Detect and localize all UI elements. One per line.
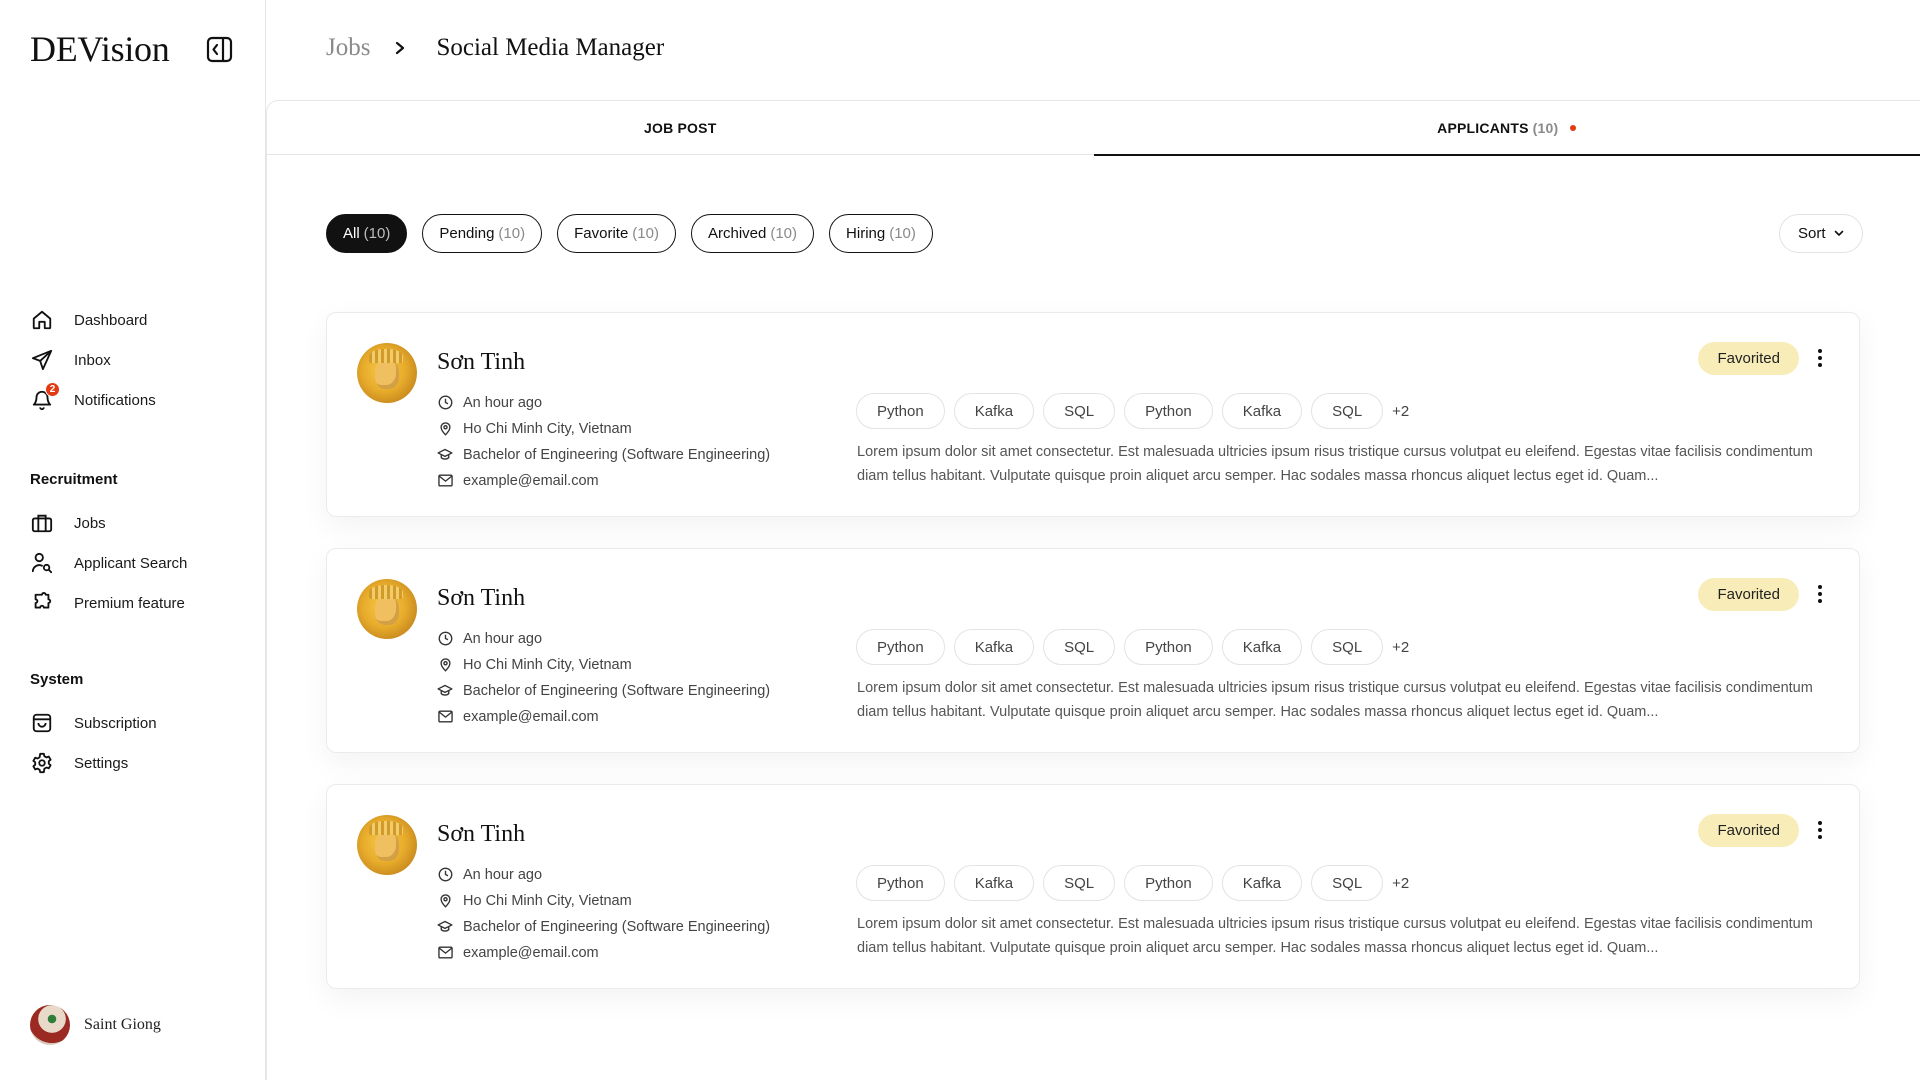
tab-label: JOB POST: [644, 119, 717, 136]
kebab-dot: [1818, 592, 1822, 596]
applicant-email: [437, 942, 770, 963]
more-options-button[interactable]: [1816, 818, 1824, 842]
skill-tag: Kafka: [1222, 393, 1302, 429]
skill-tags: [856, 865, 1409, 901]
email-text: example@email.com: [463, 472, 599, 489]
sidebar-item-dashboard[interactable]: [30, 300, 156, 340]
applicant-email: [437, 706, 770, 727]
sidebar-item-label: Subscription: [74, 714, 157, 732]
tab-count: (10): [1532, 119, 1559, 136]
breadcrumb-parent-link[interactable]: Jobs: [326, 34, 371, 61]
applied-time: [437, 864, 770, 885]
new-indicator-dot: [1570, 125, 1576, 131]
skill-tag: Kafka: [1222, 629, 1302, 665]
sidebar-item-inbox[interactable]: [30, 340, 156, 380]
more-tags-count[interactable]: +2: [1392, 874, 1410, 892]
tab-bar: [267, 101, 1920, 155]
filter-count: (10): [363, 225, 391, 242]
status-badge[interactable]: Favorited: [1698, 814, 1799, 847]
skill-tag: Python: [1124, 393, 1213, 429]
sidebar-collapse-icon: [206, 36, 233, 63]
notification-count-badge: 2: [45, 382, 60, 397]
skill-tag: Python: [856, 629, 945, 665]
skill-tag: SQL: [1311, 629, 1383, 665]
breadcrumb: [326, 34, 664, 62]
applicant-list: [326, 312, 1860, 1020]
status-badge[interactable]: Favorited: [1698, 342, 1799, 375]
applicant-meta: [437, 864, 770, 968]
tab-job-post[interactable]: [267, 101, 1094, 154]
applicant-location: [437, 654, 770, 675]
sidebar-item-subscription[interactable]: [30, 703, 157, 743]
sort-dropdown[interactable]: [1779, 214, 1863, 253]
sidebar-item-label: Applicant Search: [74, 554, 188, 572]
skill-tag: SQL: [1043, 865, 1115, 901]
tab-label: APPLICANTS: [1437, 119, 1529, 136]
clock-icon: [437, 631, 453, 647]
applicant-avatar: [357, 815, 417, 875]
filter-label: Archived: [707, 225, 767, 242]
applicant-name[interactable]: Sơn Tinh: [437, 349, 526, 375]
skill-tag: SQL: [1043, 629, 1115, 665]
email-text: example@email.com: [463, 944, 599, 961]
page-title: Social Media Manager: [436, 34, 665, 61]
sidebar-item-label: Notifications: [74, 391, 156, 409]
filter-count: (10): [770, 225, 798, 242]
skill-tag: SQL: [1311, 393, 1383, 429]
skill-tag: Python: [1124, 865, 1213, 901]
filter-favorite[interactable]: [557, 214, 676, 253]
graduation-cap-icon: [437, 919, 453, 935]
location-text: Ho Chi Minh City, Vietnam: [463, 892, 632, 909]
sidebar-item-label: Settings: [74, 754, 129, 772]
skill-tag: Kafka: [954, 393, 1034, 429]
applied-time: [437, 392, 770, 413]
more-options-button[interactable]: [1816, 346, 1824, 370]
filter-label: Pending: [439, 225, 495, 242]
kebab-dot: [1818, 821, 1822, 825]
education-text: Bachelor of Engineering (Software Engineering): [463, 446, 771, 463]
sidebar-item-notifications[interactable]: [30, 380, 156, 420]
location-text: Ho Chi Minh City, Vietnam: [463, 656, 632, 673]
user-search-icon: [30, 551, 54, 575]
time-text: An hour ago: [463, 630, 543, 647]
kebab-dot: [1818, 585, 1822, 589]
applicant-education: [437, 444, 770, 465]
mail-icon: [437, 945, 453, 961]
mail-icon: [437, 473, 453, 489]
filter-all[interactable]: [326, 214, 407, 253]
applicant-card[interactable]: [326, 312, 1860, 517]
filter-archived[interactable]: [691, 214, 814, 253]
sort-label: Sort: [1798, 225, 1826, 242]
sidebar-item-applicant-search[interactable]: [30, 543, 187, 583]
kebab-dot: [1818, 349, 1822, 353]
system-nav: [30, 671, 157, 783]
applicant-location: [437, 890, 770, 911]
skill-tag: Python: [856, 865, 945, 901]
user-name: Saint Giong: [84, 1016, 161, 1033]
applicant-description: Lorem ipsum dolor sit amet consectetur. Est malesuada ultricies ipsum risus tristique cursus volutpat eu eleifend. Egestas vitae facilisis condimentum diam tellus habitant. Vulputate quisque proin aliquet arcu semper. Hac sodales massa rhoncus aliquet lectus eget id. Quam...: [857, 444, 1813, 484]
filter-label: Hiring: [846, 225, 886, 242]
filter-count: (10): [889, 225, 916, 242]
applicant-meta: [437, 392, 770, 496]
filter-count: (10): [632, 225, 659, 242]
sidebar-item-premium-feature[interactable]: [30, 583, 187, 623]
filter-label: Favorite: [574, 225, 629, 242]
graduation-cap-icon: [437, 447, 453, 463]
kebab-dot: [1818, 356, 1822, 360]
applicant-location: [437, 418, 770, 439]
skill-tag: Python: [1124, 629, 1213, 665]
time-text: An hour ago: [463, 394, 543, 411]
skill-tags: [856, 629, 1409, 665]
sidebar: [0, 0, 266, 1080]
applicant-name[interactable]: Sơn Tinh: [437, 585, 526, 611]
education-text: Bachelor of Engineering (Software Engineering): [463, 918, 771, 935]
sidebar-item-jobs[interactable]: [30, 503, 187, 543]
kebab-dot: [1818, 835, 1822, 839]
briefcase-icon: [30, 511, 54, 535]
filter-hiring[interactable]: [829, 214, 933, 253]
shopping-bag-icon: [30, 711, 54, 735]
send-icon: [30, 348, 54, 372]
applicant-description: Lorem ipsum dolor sit amet consectetur. Est malesuada ultricies ipsum risus tristique cursus volutpat eu eleifend. Egestas vitae facilisis condimentum diam tellus habitant. Vulputate quisque proin aliquet arcu semper. Hac sodales massa rhoncus aliquet lectus eget id. Quam...: [857, 916, 1813, 956]
skill-tag: SQL: [1043, 393, 1115, 429]
applicant-avatar: [357, 579, 417, 639]
chevron-down-icon: [1834, 229, 1844, 239]
skill-tag: Python: [856, 393, 945, 429]
applicant-description: Lorem ipsum dolor sit amet consectetur. Est malesuada ultricies ipsum risus tristique cursus volutpat eu eleifend. Egestas vitae facilisis condimentum diam tellus habitant. Vulputate quisque proin aliquet arcu semper. Hac sodales massa rhoncus aliquet lectus eget id. Quam...: [857, 680, 1813, 720]
sidebar-item-settings[interactable]: [30, 743, 157, 783]
sidebar-item-label: Jobs: [74, 514, 106, 532]
applicant-card[interactable]: [326, 784, 1860, 989]
skill-tag: Kafka: [1222, 865, 1302, 901]
kebab-dot: [1818, 599, 1822, 603]
education-text: Bachelor of Engineering (Software Engineering): [463, 682, 771, 699]
puzzle-icon: [30, 591, 54, 615]
current-user[interactable]: [30, 1005, 161, 1045]
applicant-name[interactable]: Sơn Tinh: [437, 821, 526, 847]
sidebar-item-label: Premium feature: [74, 594, 185, 612]
collapse-sidebar-button[interactable]: [206, 36, 233, 63]
filter-count: (10): [498, 225, 526, 242]
clock-icon: [437, 395, 453, 411]
skill-tags: [856, 393, 1409, 429]
more-tags-count[interactable]: +2: [1392, 402, 1410, 420]
sidebar-item-label: Dashboard: [74, 311, 148, 329]
location-pin-icon: [437, 657, 453, 673]
main-panel: [266, 100, 1920, 1080]
user-avatar: [30, 1005, 70, 1045]
nav-section-heading: System: [30, 671, 84, 688]
location-text: Ho Chi Minh City, Vietnam: [463, 420, 632, 437]
kebab-dot: [1818, 363, 1822, 367]
applicant-education: [437, 916, 770, 937]
clock-icon: [437, 867, 453, 883]
more-options-button[interactable]: [1816, 582, 1824, 606]
chevron-right-icon: [394, 41, 408, 55]
sidebar-item-label: Inbox: [74, 351, 111, 369]
home-icon: [30, 308, 54, 332]
app-logo[interactable]: DEVision: [30, 29, 170, 69]
time-text: An hour ago: [463, 866, 543, 883]
applicant-education: [437, 680, 770, 701]
recruitment-nav: [30, 471, 187, 623]
skill-tag: Kafka: [954, 629, 1034, 665]
applicant-email: [437, 470, 770, 491]
kebab-dot: [1818, 828, 1822, 832]
skill-tag: Kafka: [954, 865, 1034, 901]
status-badge[interactable]: Favorited: [1698, 578, 1799, 611]
location-pin-icon: [437, 421, 453, 437]
gear-icon: [30, 751, 54, 775]
skill-tag: SQL: [1311, 865, 1383, 901]
more-tags-count[interactable]: +2: [1392, 638, 1410, 656]
filter-label: All: [343, 225, 360, 242]
bell-icon: [30, 384, 56, 412]
mail-icon: [437, 709, 453, 725]
tab-applicants[interactable]: [1094, 101, 1920, 154]
applied-time: [437, 628, 770, 649]
nav-section-heading: Recruitment: [30, 471, 118, 488]
status-filters: [326, 214, 933, 253]
main-nav: [30, 300, 156, 420]
email-text: example@email.com: [463, 708, 599, 725]
applicant-avatar: [357, 343, 417, 403]
location-pin-icon: [437, 893, 453, 909]
applicant-meta: [437, 628, 770, 732]
applicant-card[interactable]: [326, 548, 1860, 753]
graduation-cap-icon: [437, 683, 453, 699]
filter-pending[interactable]: [422, 214, 542, 253]
